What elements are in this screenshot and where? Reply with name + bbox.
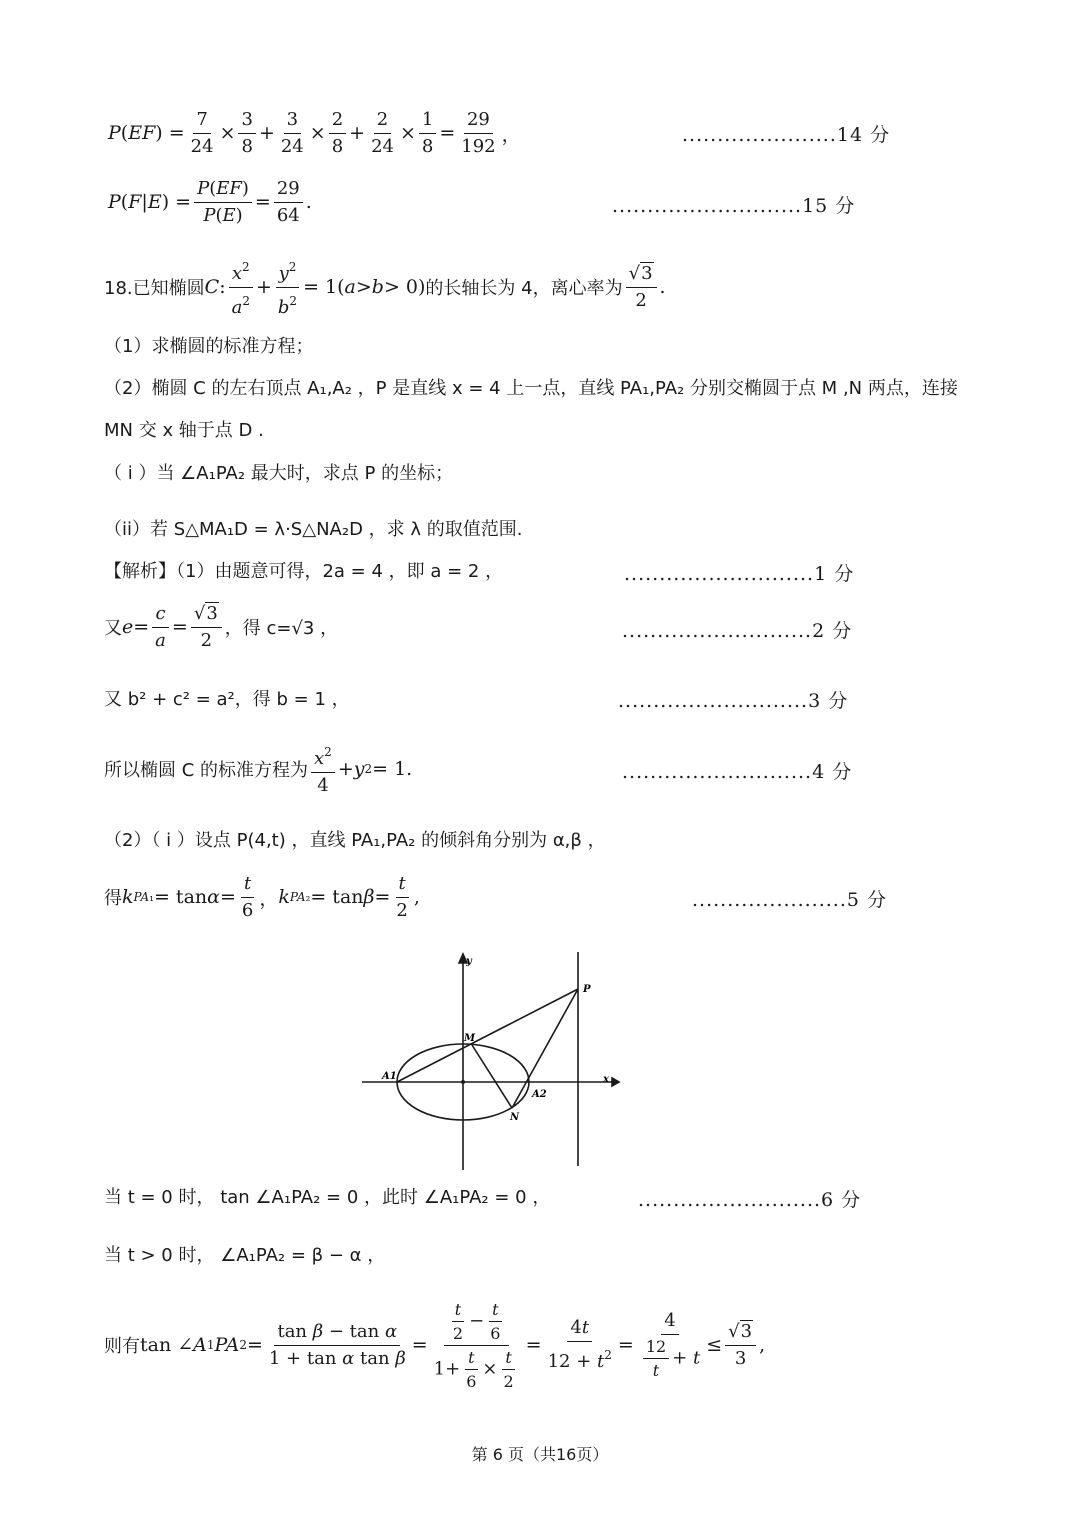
solution-9-prefix: 则有 xyxy=(104,1336,140,1357)
page-footer: 第 6 页（共16页） xyxy=(471,1445,609,1464)
ellipse-figure xyxy=(362,948,622,1178)
solution-2: 又 e = $\frac{c}{a}$ = $\frac{√3}{2}$ ，得 c=√3 ， xyxy=(104,602,339,651)
score-2: ...........................2 分 xyxy=(622,620,853,642)
solution-8: 当 t > 0 时， ∠A₁PA₂ = β − α ， xyxy=(104,1245,386,1266)
label-a1: A1 xyxy=(382,1071,397,1082)
score-3: ...........................3 分 xyxy=(618,690,849,712)
label-a2: A2 xyxy=(532,1089,547,1100)
line-mn xyxy=(472,1045,512,1108)
solution-7: 当 t = 0 时， tan ∠A₁PA₂ = 0 ，此时 ∠A₁PA₂ = 0 ， xyxy=(104,1187,551,1208)
solution-6-prefix: 得 xyxy=(104,888,122,909)
equation-pef: P ( EF ) = $\frac{7}{24}$ × $\frac{3}{8}$ + $\frac{3}{24}$ × $\frac{2}{8}$ + $\frac{2}{24}$ × $\frac{1}{8}$ = $\frac{29}{192}$ ， xyxy=(108,108,521,157)
equation-pfe: P ( F | E ) = $\frac{P(EF)}{P(E)}$ = $\frac{29}{64}$ . xyxy=(108,177,312,226)
question-2-line2: MN 交 x 轴于点 D . xyxy=(104,420,264,441)
label-p: P xyxy=(583,984,591,995)
solution-2-prefix: 又 xyxy=(104,618,122,639)
question-2-line1: （2）椭圆 C 的左右顶点 A₁,A₂ ，P 是直线 x = 4 上一点，直线 PA₁,PA₂ 分别交椭圆于点 M ,N 两点，连接 xyxy=(104,378,958,399)
solution-5: （2）（ i ）设点 P(4,t) ，直线 PA₁,PA₂ 的倾斜角分别为 α,β ， xyxy=(104,830,606,851)
score-6: ..........................6 分 xyxy=(638,1189,862,1211)
solution-3: 又 b² + c² = a²，得 b = 1 ， xyxy=(104,689,350,710)
question-18: 18.已知椭圆 C : $\frac{x^2}{a^2}$ + $\frac{y^2}{b^2}$ = 1( a > b > 0) 的长轴长为 4，离心率为 $\frac{√3}{2}$ . xyxy=(104,260,666,314)
solution-9: 则有 tan ∠ A 1 PA 2 = $\frac{\text{tan β − tan α}}{\text{1 + tan α tan β}}$ = $\frac{t}{2}$ − $\frac{t}{6}$ 1+ $\frac{t}{6}$ × $\frac{t}{2}$ = $\frac{4t}{12 + t^2}$ = 4 $\frac{12}{t}$ + t ≤ $\frac{√3}{3}$ , xyxy=(104,1299,766,1391)
question-2-i: （ i ）当 ∠A₁PA₂ 最大时，求点 P 的坐标； xyxy=(104,463,454,484)
solution-6: 得 k PA₁ = tan α = $\frac{t}{6}$ ， k PA₂ = tan β = $\frac{t}{2}$ , xyxy=(104,872,420,921)
label-m: M xyxy=(464,1033,476,1044)
label-n: N xyxy=(510,1112,520,1123)
score-15: ...........................15 分 xyxy=(612,195,856,217)
label-x: x xyxy=(603,1074,609,1085)
label-y: y xyxy=(466,956,472,967)
q18-prefix: 18.已知椭圆 xyxy=(104,278,205,299)
question-1: （1）求椭圆的标准方程； xyxy=(104,336,314,357)
q18-suffix: 的长轴长为 4，离心率为 xyxy=(425,278,623,299)
score-1: ...........................1 分 xyxy=(624,563,855,585)
question-2-ii: （ii）若 S△MA₁D = λ·S△NA₂D ，求 λ 的取值范围. xyxy=(104,519,523,540)
score-4: ...........................4 分 xyxy=(622,761,853,783)
solution-4-prefix: 所以椭圆 C 的标准方程为 xyxy=(104,760,309,781)
score-5: ......................5 分 xyxy=(692,889,887,911)
score-14: ......................14 分 xyxy=(682,124,891,146)
solution-1: 【解析】（1）由题意可得，2a = 4 ，即 a = 2 ， xyxy=(104,561,504,582)
solution-4: 所以椭圆 C 的标准方程为 $\frac{x^2}{4}$ + y 2 = 1. xyxy=(104,742,412,796)
solution-2-mid: ，得 c=√3 ， xyxy=(224,618,339,639)
